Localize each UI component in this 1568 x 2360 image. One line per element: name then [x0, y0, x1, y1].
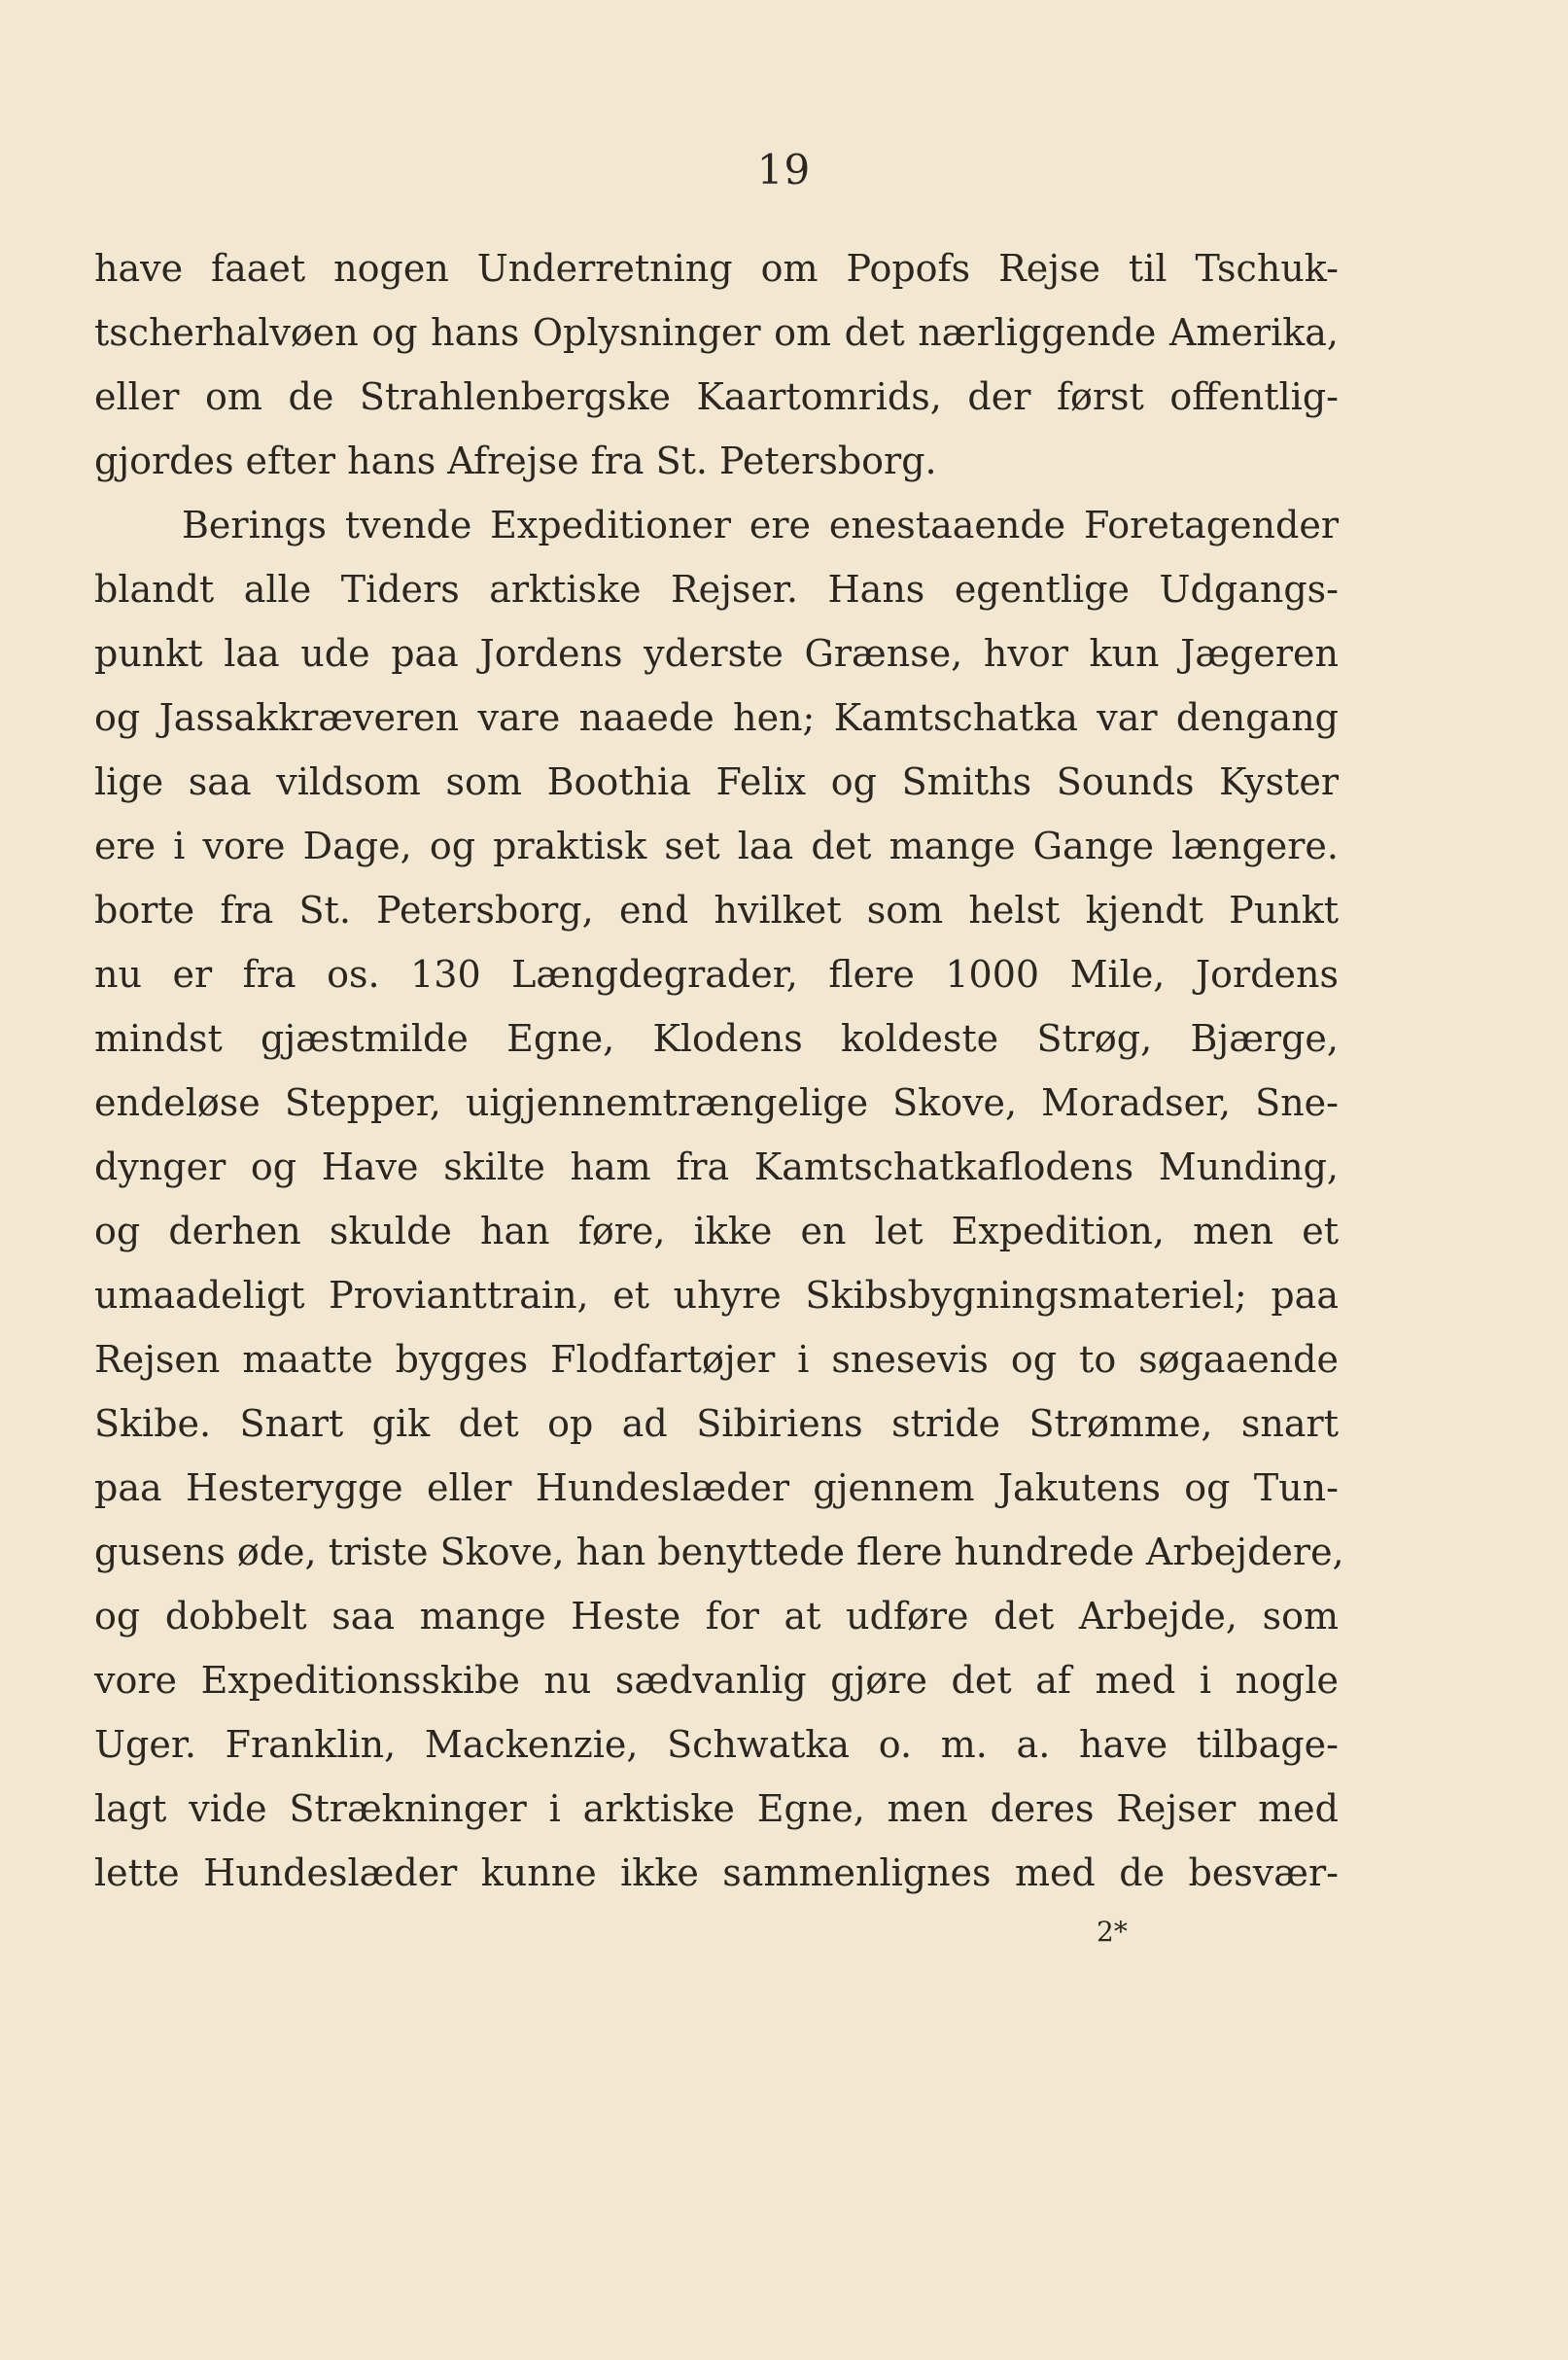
text-line-23: vore Expeditionsskibe nu sædvanlig gjøre det af med i nogle: [94, 1659, 1339, 1702]
text-line-14: endeløse Stepper, uigjennemtrængelige Skove, Moradser, Sne-: [94, 1081, 1339, 1124]
text-line-10: ere i vore Dage, og praktisk set laa det mange Gange længere.: [94, 825, 1339, 867]
text-line-26: lette Hundeslæder kunne ikke sammenlignes med de besvær-: [94, 1851, 1339, 1894]
text-line-5: Berings tvende Expeditioner ere enestaaende Foretagender: [182, 504, 1339, 546]
text-line-1: have faaet nogen Underretning om Popofs Rejse til Tschuk-: [94, 247, 1339, 290]
text-line-19: Skibe. Snart gik det op ad Sibiriens stride Strømme, snart: [94, 1402, 1339, 1445]
text-line-25: lagt vide Strækninger i arktiske Egne, men deres Rejser med: [94, 1787, 1339, 1830]
text-line-16: og derhen skulde han føre, ikke en let Expedition, men et: [94, 1210, 1339, 1252]
text-line-18: Rejsen maatte bygges Flodfartøjer i snesevis og to søgaaende: [94, 1338, 1339, 1381]
text-line-9: lige saa vildsom som Boothia Felix og Smiths Sounds Kyster: [94, 760, 1339, 803]
text-line-2: tscherhalvøen og hans Oplysninger om det nærliggende Amerika,: [94, 311, 1339, 354]
text-line-21: gusens øde, triste Skove, han benyttede flere hundrede Arbejdere,: [94, 1531, 1344, 1573]
text-line-17: umaadeligt Provianttrain, et uhyre Skibsbygningsmateriel; paa: [94, 1274, 1339, 1317]
text-line-4: gjordes efter hans Afrejse fra St. Petersborg.: [94, 440, 937, 482]
text-line-22: og dobbelt saa mange Heste for at udføre det Arbejde, som: [94, 1595, 1339, 1638]
body-text: [94, 236, 1344, 1905]
text-line-6: blandt alle Tiders arktiske Rejser. Hans egentlige Udgangs-: [94, 568, 1339, 611]
signature-mark: 2*: [1097, 1916, 1128, 1948]
text-line-20: paa Hesterygge eller Hundeslæder gjennem Jakutens og Tun-: [94, 1466, 1339, 1509]
text-line-8: og Jassakkræveren vare naaede hen; Kamtschatka var dengang: [94, 696, 1339, 739]
text-line-7: punkt laa ude paa Jordens yderste Grænse, hvor kun Jægeren: [94, 632, 1339, 675]
text-line-24: Uger. Franklin, Mackenzie, Schwatka o. m. a. have tilbage-: [94, 1723, 1339, 1766]
text-line-3: eller om de Strahlenbergske Kaartomrids, der først offentlig-: [94, 375, 1339, 418]
page-number: 19: [756, 146, 812, 194]
text-line-13: mindst gjæstmilde Egne, Klodens koldeste Strøg, Bjærge,: [94, 1017, 1339, 1060]
text-line-11: borte fra St. Petersborg, end hvilket som helst kjendt Punkt: [94, 889, 1339, 932]
text-line-12: nu er fra os. 130 Længdegrader, flere 1000 Mile, Jordens: [94, 953, 1339, 996]
text-line-15: dynger og Have skilte ham fra Kamtschatkaflodens Munding,: [94, 1145, 1339, 1188]
